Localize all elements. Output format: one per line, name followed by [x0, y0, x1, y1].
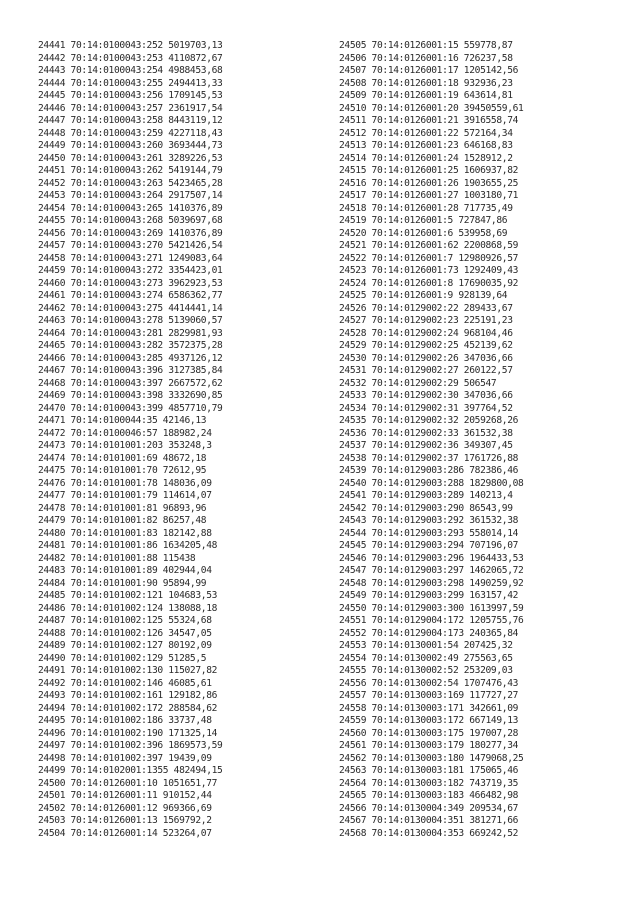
- record-row: 24541 70:14:0129003:289 140213,4: [339, 490, 513, 501]
- record-row: 24460 70:14:0100043:273 3962923,53: [38, 277, 223, 289]
- record-row: 24539 70:14:0129003:286 782386,46: [339, 465, 519, 476]
- record-row: 24524 70:14:0126001:8 17690035,92: [339, 277, 519, 289]
- record-row: 24567 70:14:0130004:351 381271,66: [339, 815, 519, 826]
- record-row: 24523 70:14:0126001:73 1292409,43: [339, 265, 519, 276]
- record-row: 24444 70:14:0100043:255 2494413,33: [38, 77, 223, 89]
- record-row: 24505 70:14:0126001:15 559778,87: [339, 40, 513, 51]
- record-row: 24561 70:14:0130003:179 180277,34: [339, 740, 519, 751]
- record-row: 24471 70:14:0100044:35 42146,13: [38, 415, 207, 426]
- record-row: 24551 70:14:0129004:172 1205755,76: [339, 615, 524, 626]
- record-row: 24544 70:14:0129003:293 558014,14: [339, 527, 519, 539]
- record-row: 24568 70:14:0130004:353 669242,52: [339, 827, 519, 839]
- record-row: 24472 70:14:0100046:57 188982,24: [38, 427, 212, 439]
- record-row: 24479 70:14:0101001:82 86257,48: [38, 515, 207, 526]
- record-row: 24513 70:14:0126001:23 646168,83: [339, 140, 513, 151]
- record-row: 24548 70:14:0129003:298 1490259,92: [339, 577, 524, 589]
- record-row: 24455 70:14:0100043:268 5039697,68: [38, 215, 223, 226]
- record-row: 24528 70:14:0129002:24 968104,46: [339, 327, 513, 339]
- record-row: 24500 70:14:0126001:10 1051651,77: [38, 777, 218, 789]
- record-row: 24515 70:14:0126001:25 1606937,82: [339, 165, 519, 176]
- record-row: 24495 70:14:0101002:186 33737,48: [38, 715, 212, 726]
- record-row: 24507 70:14:0126001:17 1205142,56: [339, 65, 519, 76]
- record-row: 24493 70:14:0101002:161 129182,86: [38, 690, 218, 701]
- record-row: 24468 70:14:0100043:397 2667572,62: [38, 377, 223, 389]
- record-row: 24517 70:14:0126001:27 1003180,71: [339, 190, 519, 201]
- record-row: 24491 70:14:0101002:130 115027,82: [38, 665, 218, 676]
- record-row: 24530 70:14:0129002:26 347036,66: [339, 352, 513, 364]
- record-row: 24556 70:14:0130002:54 1707476,43: [339, 677, 519, 689]
- record-row: 24506 70:14:0126001:16 726237,58: [339, 52, 513, 64]
- record-row: 24503 70:14:0126001:13 1569792,2: [38, 815, 212, 826]
- record-row: 24466 70:14:0100043:285 4937126,12: [38, 352, 223, 364]
- record-row: 24509 70:14:0126001:19 643614,81: [339, 90, 513, 101]
- right-column: [339, 40, 523, 840]
- record-row: 24474 70:14:0101001:69 48672,18: [38, 452, 207, 464]
- record-row: 24451 70:14:0100043:262 5419144,79: [38, 165, 223, 176]
- record-row: 24510 70:14:0126001:20 39450559,61: [339, 102, 524, 114]
- record-row: 24445 70:14:0100043:256 1709145,53: [38, 90, 223, 101]
- record-row: 24448 70:14:0100043:259 4227118,43: [38, 127, 223, 139]
- record-row: 24494 70:14:0101002:172 288584,62: [38, 702, 218, 714]
- record-row: 24550 70:14:0129003:300 1613997,59: [339, 602, 524, 614]
- record-row: 24485 70:14:0101002:121 104683,53: [38, 590, 218, 601]
- record-row: 24490 70:14:0101002:129 51285,5: [38, 652, 207, 664]
- record-row: 24446 70:14:0100043:257 2361917,54: [38, 102, 223, 114]
- record-row: 24514 70:14:0126001:24 1528912,2: [339, 152, 513, 164]
- record-row: 24537 70:14:0129002:36 349307,45: [339, 440, 513, 451]
- record-row: 24559 70:14:0130003:172 667149,13: [339, 715, 519, 726]
- record-row: 24464 70:14:0100043:281 2829981,93: [38, 327, 223, 339]
- record-row: 24442 70:14:0100043:253 4110872,67: [38, 52, 223, 64]
- record-row: 24465 70:14:0100043:282 3572375,28: [38, 340, 223, 351]
- record-row: 24545 70:14:0129003:294 707196,07: [339, 540, 519, 551]
- record-row: 24458 70:14:0100043:271 1249083,64: [38, 252, 223, 264]
- record-row: 24547 70:14:0129003:297 1462065,72: [339, 565, 524, 576]
- record-row: 24522 70:14:0126001:7 12980926,57: [339, 252, 519, 264]
- record-row: 24463 70:14:0100043:278 5139060,57: [38, 315, 223, 326]
- record-row: 24502 70:14:0126001:12 969366,69: [38, 802, 212, 814]
- record-row: 24542 70:14:0129003:290 86543,99: [339, 502, 513, 514]
- left-column: [38, 40, 222, 840]
- record-row: 24516 70:14:0126001:26 1903655,25: [339, 177, 519, 189]
- record-row: 24499 70:14:0102001:1355 482494,15: [38, 765, 223, 776]
- record-row: 24501 70:14:0126001:11 910152,44: [38, 790, 212, 801]
- record-row: 24453 70:14:0100043:264 2917507,14: [38, 190, 223, 201]
- record-row: 24511 70:14:0126001:21 3916558,74: [339, 115, 519, 126]
- record-row: 24482 70:14:0101001:88 115438: [38, 552, 196, 564]
- record-row: 24558 70:14:0130003:171 342661,09: [339, 702, 519, 714]
- record-row: 24563 70:14:0130003:181 175065,46: [339, 765, 519, 776]
- record-row: 24449 70:14:0100043:260 3693444,73: [38, 140, 223, 151]
- record-row: 24554 70:14:0130002:49 275563,65: [339, 652, 513, 664]
- record-row: 24456 70:14:0100043:269 1410376,89: [38, 227, 223, 239]
- record-row: 24521 70:14:0126001:62 2200868,59: [339, 240, 519, 251]
- record-row: 24525 70:14:0126001:9 928139,64: [339, 290, 508, 301]
- record-row: 24489 70:14:0101002:127 80192,09: [38, 640, 212, 651]
- record-row: 24519 70:14:0126001:5 727847,86: [339, 215, 508, 226]
- record-row: 24518 70:14:0126001:28 717735,49: [339, 202, 513, 214]
- record-row: 24543 70:14:0129003:292 361532,38: [339, 515, 519, 526]
- record-row: 24483 70:14:0101001:89 402944,04: [38, 565, 212, 576]
- record-row: 24540 70:14:0129003:288 1829800,08: [339, 477, 524, 489]
- record-row: 24520 70:14:0126001:6 539958,69: [339, 227, 508, 239]
- record-row: 24450 70:14:0100043:261 3289226,53: [38, 152, 223, 164]
- record-row: 24531 70:14:0129002:27 260122,57: [339, 365, 513, 376]
- record-row: 24557 70:14:0130003:169 117727,27: [339, 690, 519, 701]
- record-row: 24533 70:14:0129002:30 347036,66: [339, 390, 513, 401]
- record-row: 24527 70:14:0129002:23 225191,23: [339, 315, 513, 326]
- record-row: 24565 70:14:0130003:183 466482,98: [339, 790, 519, 801]
- record-row: 24553 70:14:0130001:54 207425,32: [339, 640, 513, 651]
- record-row: 24497 70:14:0101002:396 1869573,59: [38, 740, 223, 751]
- record-row: 24549 70:14:0129003:299 163157,42: [339, 590, 519, 601]
- record-row: 24496 70:14:0101002:190 171325,14: [38, 727, 218, 739]
- record-row: 24477 70:14:0101001:79 114614,07: [38, 490, 212, 501]
- record-row: 24459 70:14:0100043:272 3354423,01: [38, 265, 223, 276]
- record-row: 24469 70:14:0100043:398 3332690,85: [38, 390, 223, 401]
- record-row: 24473 70:14:0101001:203 353248,3: [38, 440, 212, 451]
- record-row: 24538 70:14:0129002:37 1761726,88: [339, 452, 519, 464]
- record-row: 24566 70:14:0130004:349 209534,67: [339, 802, 519, 814]
- record-row: 24564 70:14:0130003:182 743719,35: [339, 777, 519, 789]
- record-row: 24457 70:14:0100043:270 5421426,54: [38, 240, 223, 251]
- record-row: 24529 70:14:0129002:25 452139,62: [339, 340, 513, 351]
- record-row: 24480 70:14:0101001:83 182142,88: [38, 527, 212, 539]
- record-row: 24512 70:14:0126001:22 572164,34: [339, 127, 513, 139]
- record-row: 24532 70:14:0129002:29 506547: [339, 377, 497, 389]
- record-row: 24462 70:14:0100043:275 4414441,14: [38, 302, 223, 314]
- record-row: 24498 70:14:0101002:397 19439,09: [38, 752, 212, 764]
- record-row: 24484 70:14:0101001:90 95894,99: [38, 577, 207, 589]
- record-row: 24552 70:14:0129004:173 240365,84: [339, 627, 519, 639]
- record-row: 24441 70:14:0100043:252 5019703,13: [38, 40, 223, 51]
- record-row: 24478 70:14:0101001:81 96893,96: [38, 502, 207, 514]
- record-row: 24461 70:14:0100043:274 6586362,77: [38, 290, 223, 301]
- record-row: 24536 70:14:0129002:33 361532,38: [339, 427, 513, 439]
- record-row: 24486 70:14:0101002:124 138088,18: [38, 602, 218, 614]
- record-row: 24488 70:14:0101002:126 34547,05: [38, 627, 212, 639]
- record-row: 24475 70:14:0101001:70 72612,95: [38, 465, 207, 476]
- record-row: 24546 70:14:0129003:296 1964433,53: [339, 552, 524, 564]
- record-row: 24526 70:14:0129002:22 289433,67: [339, 302, 513, 314]
- record-row: 24562 70:14:0130003:180 1479068,25: [339, 752, 524, 764]
- record-row: 24443 70:14:0100043:254 4988453,68: [38, 65, 223, 76]
- record-row: 24492 70:14:0101002:146 46085,61: [38, 677, 212, 689]
- record-row: 24487 70:14:0101002:125 55324,68: [38, 615, 212, 626]
- record-row: 24560 70:14:0130003:175 197007,28: [339, 727, 519, 739]
- record-row: 24452 70:14:0100043:263 5423465,28: [38, 177, 223, 189]
- record-row: 24508 70:14:0126001:18 932936,23: [339, 77, 513, 89]
- record-row: 24454 70:14:0100043:265 1410376,89: [38, 202, 223, 214]
- record-row: 24447 70:14:0100043:258 8443119,12: [38, 115, 223, 126]
- record-row: 24476 70:14:0101001:78 148036,09: [38, 477, 212, 489]
- record-row: 24555 70:14:0130002:52 253209,03: [339, 665, 513, 676]
- record-row: 24535 70:14:0129002:32 2059268,26: [339, 415, 519, 426]
- record-row: 24504 70:14:0126001:14 523264,07: [38, 827, 212, 839]
- record-row: 24470 70:14:0100043:399 4857710,79: [38, 402, 223, 414]
- record-row: 24534 70:14:0129002:31 397764,52: [339, 402, 513, 414]
- record-row: 24467 70:14:0100043:396 3127385,84: [38, 365, 223, 376]
- record-row: 24481 70:14:0101001:86 1634205,48: [38, 540, 218, 551]
